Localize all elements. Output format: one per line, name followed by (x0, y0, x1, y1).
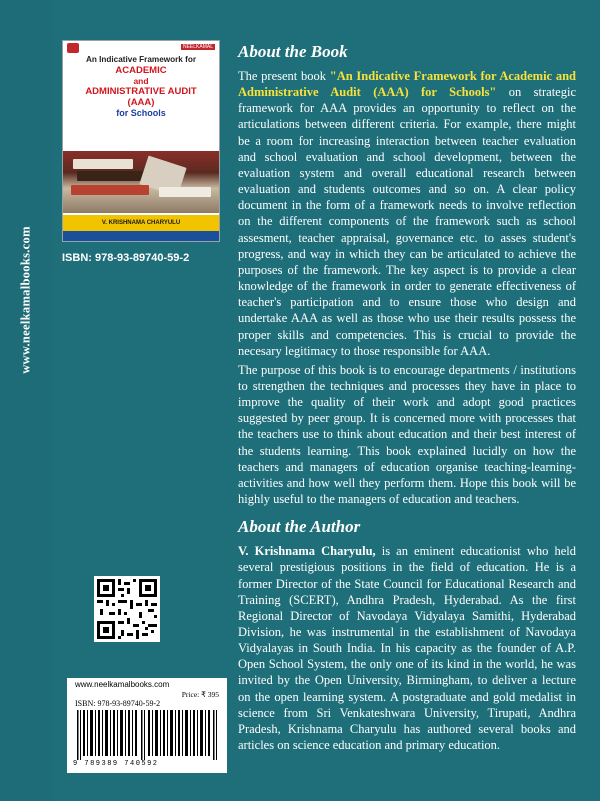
spine-band (0, 0, 52, 801)
about-author-paragraph: V. Krishnama Charyulu, is an eminent educationist who held several prestigious positions in the field of education. He is a former Director of the State Council for Educational Research and Training (SCERT), Andhra Pradesh, Hyderabad. As the first Regional Director of Navodaya Vidyalaya Samithi, Hyderabad Division, he was instrumental in the establishment of Navodaya Vidyalayas in South India. In his capacity as the founder of A.P. Open School System, the only one of its kind in the world, he was invited by the Open University, Birmingham, to deliver a lecture on the open learning system. A postgraduate and gold medalist in science from Sri Venkateshwara University, Tirupati, Andhra Pradesh, Krishnama Charyulu has authored several books and articles on science education and primary education. (238, 544, 576, 753)
cover-bottom-strip (63, 231, 219, 241)
cover-books-photo (63, 151, 219, 213)
publisher-logo-icon (67, 43, 79, 53)
cover-title-line: An Indicative Framework for (85, 55, 197, 64)
barcode-website: www.neelkamalbooks.com (75, 680, 170, 689)
isbn-label: ISBN: 978-93-89740-59-2 (62, 252, 190, 264)
cover-author-band: V. KRISHNAMA CHARYULU (63, 215, 219, 231)
qr-code-icon (94, 576, 160, 642)
barcode-digits: 9 789389 740592 (73, 760, 159, 768)
book-cover-thumbnail (62, 40, 220, 242)
cover-title-block (63, 53, 219, 123)
about-book-paragraph-2: The purpose of this book is to encourage departments / institutions to strengthen the techniques and processes they have in place to improve the quality of their work and adopt good practices suggested by peer group. It is concerned more with processes that the teachers use to think about education and their best interest of the students learning. This book explained lucidly on how the teachers and managers of education organise teaching-learning-activities and how well they perform them. Hope this book will be highly useful to the managers of education and teachers. (238, 362, 576, 507)
author-name: V. Krishnama Charyulu, (238, 544, 376, 559)
spine-website-text: www.neelkamalbooks.com (18, 226, 33, 374)
cover-title-line: for Schools (116, 108, 166, 118)
book-title-highlight: "An Indicative Framework for Academic and Administrative Audit (AAA) for Schools" (238, 69, 576, 100)
cover-title-line: ADMINISTRATIVE AUDIT (85, 86, 197, 97)
cover-top-strip (63, 41, 219, 53)
back-cover-text (238, 42, 576, 756)
barcode-panel (67, 678, 227, 773)
about-book-heading: About the Book (238, 42, 348, 61)
barcode-isbn: ISBN: 978-93-89740-59-2 (75, 699, 161, 708)
cover-title-line: (AAA) (127, 97, 155, 108)
cover-title-line: ACADEMIC (115, 65, 167, 76)
cover-title-line: and (133, 76, 149, 86)
about-author-heading: About the Author (238, 517, 361, 537)
barcode-price: Price: ₹ 395 (181, 690, 219, 699)
about-book-paragraph-1: The present book "An Indicative Framework for Academic and Administrative Audit (AAA) for Schools" on strategic framework for AAA provides an opportunity to reflect on the articulations between different criteria. For example, there might be a room for increasing interaction between teacher evaluation and school evaluation and school development, between the evaluation system and overall educational research between evaluation and students outcomes and so on. A clear policy document in the form of a framework needs to involve reflection on the different components of the framework such as school assesment, teacher appraisal, governance etc. to asses student's progress, and way in which they can be articulated to achieve the purposes of the framework. The key aspect is to provide a clear knowledge of the framework in order to generate effectiveness of teacher's participation and to ensure those who design and undertake AAA as well as those who use their results possess the proper skills and competencies. This is crucial to provide the necesary legitimacy to those responsible for AAA. (238, 69, 577, 358)
barcode-icon (75, 710, 221, 760)
publisher-badge: NEELKAMAL (182, 44, 213, 50)
